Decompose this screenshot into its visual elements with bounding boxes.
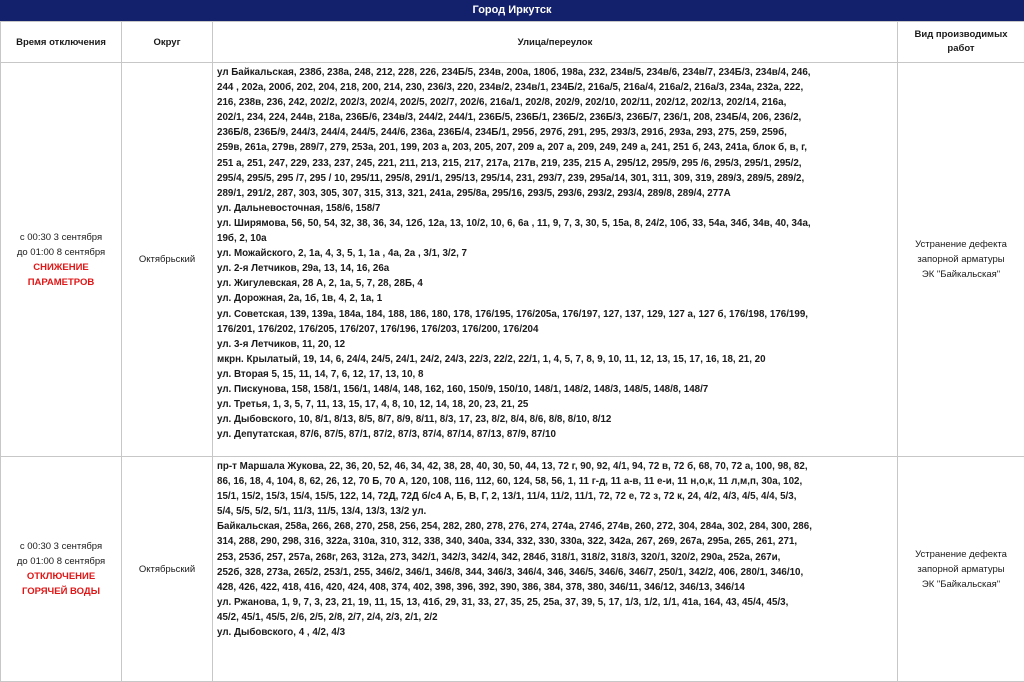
time-from: с 00:30 3 сентября bbox=[2, 230, 120, 245]
work-cell bbox=[898, 457, 1024, 682]
street-line: 176/201, 176/202, 176/205, 176/207, 176/196, 176/203, 176/200, 176/204 bbox=[217, 322, 894, 337]
street-line: 253, 253б, 257, 257а, 268г, 263, 312а, 273, 342/1, 342/3, 342/4, 342, 284б, 318/1, 318/2, 318/3, 320/1, 320/2, 290а, 252а, 267и, bbox=[217, 550, 894, 565]
street-line: ул. Дальневосточная, 158/6, 158/7 bbox=[217, 201, 894, 216]
street-line: ул. Дорожная, 2а, 1б, 1в, 4, 2, 1а, 1 bbox=[217, 291, 894, 306]
status-line2: ПАРАМЕТРОВ bbox=[2, 275, 120, 290]
street-line: 45/2, 45/1, 45/5, 2/6, 2/5, 2/8, 2/7, 2/4, 2/3, 2/1, 2/2 bbox=[217, 610, 894, 625]
street-line: ул. Ржанова, 1, 9, 7, 3, 23, 21, 19, 11, 15, 13, 41б, 29, 31, 33, 27, 35, 25, 25а, 37, 39, 5, 17, 1/3, 1/2, 1/1, 41а, 164, 43, 45/4, 45/3, bbox=[217, 595, 894, 610]
street-line: ул. Советская, 139, 139а, 184а, 184, 188, 186, 180, 178, 176/195, 176/205а, 176/197, 127, 137, 129, 127 а, 127 б, 176/198, 176/199, bbox=[217, 307, 894, 322]
work-line1: Устранение дефекта bbox=[899, 547, 1023, 562]
street-line: ул. Депутатская, 87/6, 87/5, 87/1, 87/2, 87/3, 87/4, 87/14, 87/13, 87/9, 87/10 bbox=[217, 427, 894, 442]
street-line: ул. Пискунова, 158, 158/1, 156/1, 148/4, 148, 162, 160, 150/9, 150/10, 148/1, 148/2, 148/3, 148/5, 148/8, 148/7 bbox=[217, 382, 894, 397]
street-line: 15/1, 15/2, 15/3, 15/4, 15/5, 122, 14, 72Д, 72Д б/с4 А, Б, В, Г, 2, 13/1, 11/4, 11/2, 11/1, 72, 72 е, 72 з, 72 к, 24, 4/2, 4/3, 4/5, 4/4, 5/3, bbox=[217, 489, 894, 504]
street-line: ул. Дыбовского, 10, 8/1, 8/13, 8/5, 8/7, 8/9, 8/11, 8/3, 17, 23, 8/2, 8/4, 8/6, 8/8, 8/10, 8/12 bbox=[217, 412, 894, 427]
street-line: пр-т Маршала Жукова, 22, 36, 20, 52, 46, 34, 42, 38, 28, 40, 30, 50, 44, 13, 72 г, 90, 92, 4/1, 94, 72 в, 72 б, 68, 70, 72 а, 100, 98, 82, bbox=[217, 459, 894, 474]
street-line: ул. Жигулевская, 28 А, 2, 1а, 5, 7, 28, 28Б, 4 bbox=[217, 276, 894, 291]
street-line: мкрн. Крылатый, 19, 14, 6, 24/4, 24/5, 24/1, 24/2, 24/3, 22/3, 22/2, 22/1, 1, 4, 5, 7, 8, 9, 10, 11, 12, 13, 15, 17, 16, 18, 21, 20 bbox=[217, 352, 894, 367]
streets-cell bbox=[213, 457, 898, 682]
street-line: ул. 2-я Летчиков, 29а, 13, 14, 16, 26а bbox=[217, 261, 894, 276]
time-to: до 01:00 8 сентября bbox=[2, 554, 120, 569]
time-cell bbox=[1, 63, 122, 457]
table-row bbox=[1, 457, 1024, 682]
city-title-bar bbox=[0, 0, 1024, 21]
street-line: 86, 16, 18, 4, 104, 8, 62, 26, 12, 70 Б, 70 А, 120, 108, 116, 112, 60, 124, 58, 56, 1, 11 г-д, 11 а-в, 11 е-и, 11 н,о,к, 11 л,м,п, 30а, 102, bbox=[217, 474, 894, 489]
street-line: ул. 3-я Летчиков, 11, 20, 12 bbox=[217, 337, 894, 352]
street-line: 428, 426, 422, 418, 416, 420, 424, 408, 374, 402, 398, 396, 392, 390, 386, 384, 378, 380, 346/11, 346/12, 346/13, 346/14 bbox=[217, 580, 894, 595]
street-line: ул. Вторая 5, 15, 11, 14, 7, 6, 12, 17, 13, 10, 8 bbox=[217, 367, 894, 382]
streets-cell bbox=[213, 63, 898, 457]
header-street: Улица/переулок bbox=[213, 22, 898, 63]
time-from: с 00:30 3 сентября bbox=[2, 539, 120, 554]
header-time: Время отключения bbox=[1, 22, 122, 63]
status-line1: ОТКЛЮЧЕНИЕ bbox=[2, 569, 120, 584]
street-line: 295/4, 295/5, 295 /7, 295 / 10, 295/11, 295/8, 291/1, 295/13, 295/14, 231, 293/7, 239, 295а/14, 301, 311, 309, 319, 289/3, 289/5, 289/2, bbox=[217, 171, 894, 186]
outage-table bbox=[0, 21, 1024, 682]
street-line: 244 , 202а, 200б, 202, 204, 218, 200, 214, 230, 236/3, 220, 234в/2, 234в/1, 234Б/2, 216а/5, 216а/4, 216а/2, 216а/3, 234а, 232а, 222, bbox=[217, 80, 894, 95]
street-line: 19б, 2, 10а bbox=[217, 231, 894, 246]
street-line: ул. Третья, 1, 3, 5, 7, 11, 13, 15, 17, 4, 8, 10, 12, 14, 18, 20, 23, 21, 25 bbox=[217, 397, 894, 412]
street-line: ул. Ширямова, 56, 50, 54, 32, 38, 36, 34, 12б, 12а, 13, 10/2, 10, 6, 6а , 11, 9, 7, 3, 30, 5, 15а, 8, 24/2, 10б, 33, 54а, 34б, 34в, 40, 34а, bbox=[217, 216, 894, 231]
street-line: ул Байкальская, 238б, 238а, 248, 212, 228, 226, 234Б/5, 234в, 200а, 180б, 198а, 232, 234в/5, 234в/6, 234в/7, 234Б/3, 234в/4, 246, bbox=[217, 65, 894, 80]
work-cell bbox=[898, 63, 1024, 457]
district-cell: Октябрьский bbox=[122, 63, 213, 457]
work-line2: запорной арматуры bbox=[899, 252, 1023, 267]
time-cell bbox=[1, 457, 122, 682]
header-work-line1: Вид производимых bbox=[899, 28, 1023, 42]
street-line: ул. Дыбовского, 4 , 4/2, 4/3 bbox=[217, 625, 894, 640]
header-work bbox=[898, 22, 1024, 63]
table-header-row bbox=[1, 22, 1024, 63]
street-line: Байкальская, 258а, 266, 268, 270, 258, 256, 254, 282, 280, 278, 276, 274, 274а, 274б, 274в, 260, 272, 304, 284а, 302, 284, 300, 286, bbox=[217, 519, 894, 534]
time-to: до 01:00 8 сентября bbox=[2, 245, 120, 260]
street-line: ул. Можайского, 2, 1а, 4, 3, 5, 1, 1а , 4а, 2а , 3/1, 3/2, 7 bbox=[217, 246, 894, 261]
work-line3: ЭК "Байкальская" bbox=[899, 267, 1023, 282]
header-work-line2: работ bbox=[899, 42, 1023, 56]
street-line: 252б, 328, 273а, 265/2, 253/1, 255, 346/2, 346/1, 346/8, 344, 346/3, 346/4, 346, 346/5, 346/6, 346/7, 250/1, 342/2, 406, 280/1, 346/10, bbox=[217, 565, 894, 580]
street-line: 216, 238в, 236, 242, 202/2, 202/3, 202/4, 202/5, 202/7, 202/6, 216а/1, 202/8, 202/9, 202/10, 202/11, 202/12, 202/13, 202/14, 216а, bbox=[217, 95, 894, 110]
table-row bbox=[1, 63, 1024, 457]
street-line: 236Б/8, 236Б/9, 244/3, 244/4, 244/5, 244/6, 236а, 236Б/4, 234Б/1, 295б, 297б, 291, 295, 293/3, 291б, 293а, 293, 275, 259, 259б, bbox=[217, 125, 894, 140]
street-line: 289/1, 291/2, 287, 303, 305, 307, 315, 313, 321, 241а, 295/8а, 295/16, 293/5, 293/6, 293/2, 293/4, 289/8, 289/4, 277А bbox=[217, 186, 894, 201]
city-title: Город Иркутск bbox=[473, 4, 552, 16]
district-cell: Октябрьский bbox=[122, 457, 213, 682]
work-line3: ЭК "Байкальская" bbox=[899, 577, 1023, 592]
street-line: 202/1, 234, 224, 244в, 218а, 236Б/6, 234в/3, 244/2, 244/1, 236Б/5, 236Б/1, 236Б/2, 236Б/3, 236Б/7, 236/1, 208, 234Б/4, 206, 236/2, bbox=[217, 110, 894, 125]
status-line2: ГОРЯЧЕЙ ВОДЫ bbox=[2, 584, 120, 599]
street-line: 259в, 261а, 279в, 289/7, 279, 253а, 201, 199, 203 а, 203, 205, 207, 209 а, 207 а, 209, 249, 249 а, 241, 251 б, 243, 241а, блок б, в, г, bbox=[217, 140, 894, 155]
street-line: 314, 288, 290, 298, 316, 322а, 310а, 310, 312, 338, 340, 340а, 334, 332, 330, 330а, 322, 342а, 267, 269, 267а, 295а, 265, 261, 271, bbox=[217, 534, 894, 549]
street-line: 5/4, 5/5, 5/2, 5/1, 11/3, 11/5, 13/4, 13/3, 13/2 ул. bbox=[217, 504, 894, 519]
status-line1: СНИЖЕНИЕ bbox=[2, 260, 120, 275]
work-line1: Устранение дефекта bbox=[899, 237, 1023, 252]
header-district: Округ bbox=[122, 22, 213, 63]
street-line: 251 а, 251, 247, 229, 233, 237, 245, 221, 211, 213, 215, 217, 217а, 217в, 219, 235, 215 А, 295/12, 295/9, 295 /6, 295/3, 295/1, 295/2, bbox=[217, 156, 894, 171]
work-line2: запорной арматуры bbox=[899, 562, 1023, 577]
